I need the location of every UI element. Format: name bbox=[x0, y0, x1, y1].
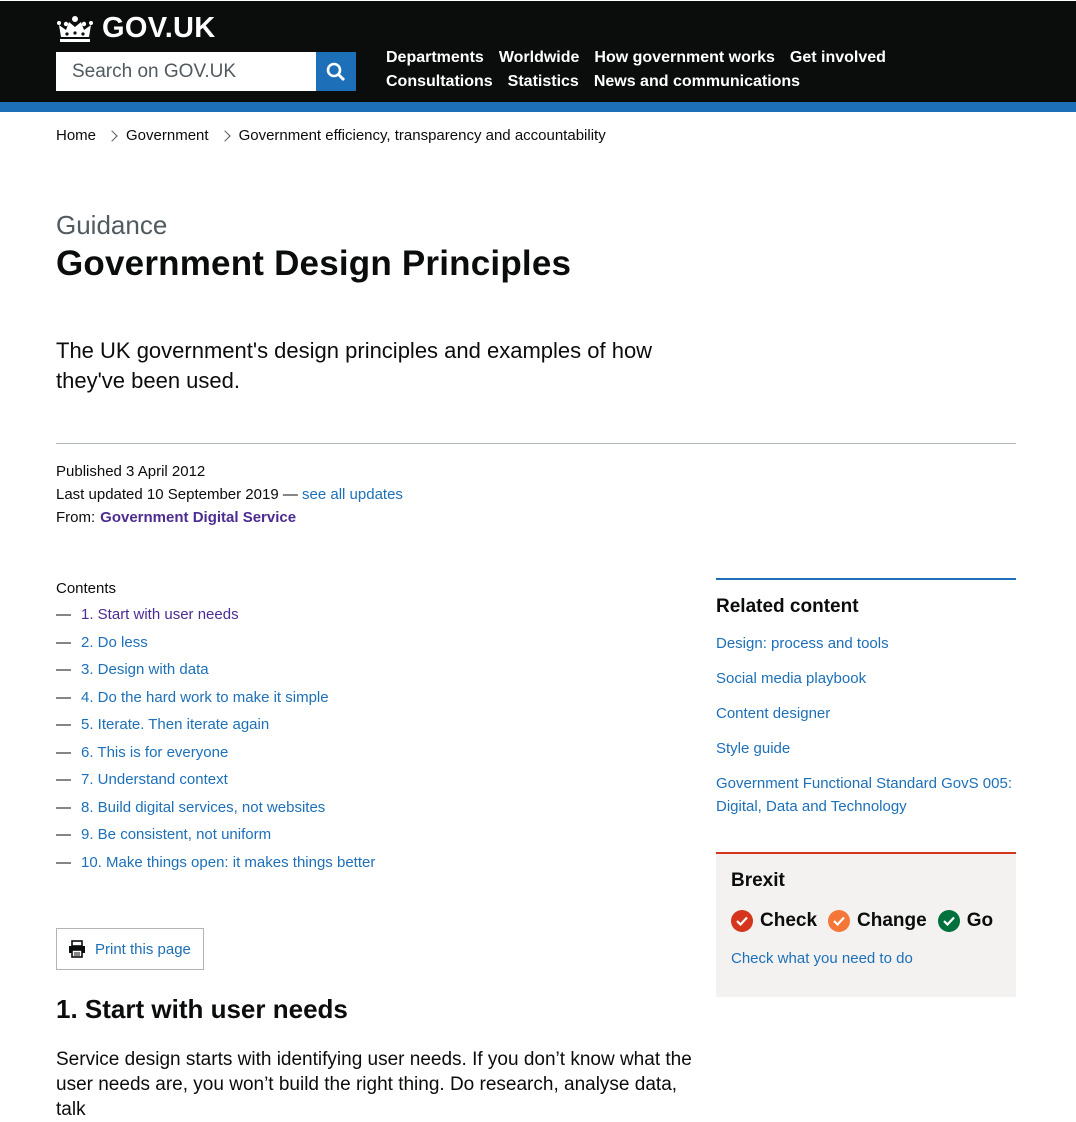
contents-item bbox=[56, 688, 696, 708]
crown-icon bbox=[56, 15, 94, 43]
brexit-steps bbox=[731, 910, 1001, 932]
nav-get-involved[interactable]: Get involved bbox=[789, 49, 886, 66]
from-row bbox=[56, 506, 403, 529]
header-blue-bar bbox=[0, 102, 1076, 112]
contents-item bbox=[56, 605, 696, 625]
section-heading: 1. Start with user needs bbox=[56, 994, 348, 1024]
page-caption: Guidance bbox=[56, 210, 168, 240]
contents-dash: — bbox=[56, 661, 71, 678]
publication-metadata bbox=[56, 460, 403, 529]
breadcrumb bbox=[56, 127, 606, 144]
site-header bbox=[0, 0, 1076, 102]
nav-consultations[interactable]: Consultations bbox=[386, 73, 493, 90]
brexit-step-label: Check bbox=[760, 910, 818, 931]
contents-item bbox=[56, 633, 696, 653]
updated-date: Last updated 10 September 2019 — bbox=[56, 486, 298, 503]
contents-dash: — bbox=[56, 688, 71, 706]
published-date: Published 3 April 2012 bbox=[56, 463, 206, 480]
contents-item bbox=[56, 715, 696, 735]
printer-icon bbox=[68, 940, 86, 958]
related-item bbox=[716, 632, 1016, 655]
breadcrumb-government[interactable]: Government bbox=[126, 127, 209, 144]
contents-link-9[interactable]: 9. Be consistent, not uniform bbox=[81, 826, 272, 843]
contents-link-1[interactable]: 1. Start with user needs bbox=[81, 606, 239, 623]
contents-link-5[interactable]: 5. Iterate. Then iterate again bbox=[81, 716, 270, 733]
related-link-design-process[interactable]: Design: process and tools bbox=[716, 635, 889, 652]
brexit-checker-link[interactable]: Check what you need to do bbox=[731, 950, 913, 967]
contents-link-3[interactable]: 3. Design with data bbox=[81, 661, 209, 678]
nav-statistics[interactable]: Statistics bbox=[507, 73, 579, 90]
related-content bbox=[716, 578, 1016, 830]
related-item bbox=[716, 772, 1016, 818]
section-divider bbox=[56, 443, 1016, 444]
related-link-content-designer[interactable]: Content designer bbox=[716, 705, 831, 722]
tick-circle-icon bbox=[828, 910, 850, 932]
breadcrumb-home[interactable]: Home bbox=[56, 127, 97, 144]
brexit-callout bbox=[716, 852, 1016, 997]
contents-dash: — bbox=[56, 853, 71, 871]
contents-dash: — bbox=[56, 798, 71, 816]
related-item bbox=[716, 667, 1016, 690]
nav-departments[interactable]: Departments bbox=[386, 49, 484, 66]
chevron-right-icon bbox=[106, 130, 117, 141]
tick-circle-icon bbox=[938, 910, 960, 932]
contents-link-2[interactable]: 2. Do less bbox=[81, 633, 148, 651]
brexit-step-check bbox=[731, 910, 817, 932]
contents-link-10[interactable]: 10. Make things open: it makes things better bbox=[81, 853, 376, 871]
related-item bbox=[716, 737, 1016, 760]
brexit-title: Brexit bbox=[731, 870, 785, 891]
contents-link-7[interactable]: 7. Understand context bbox=[81, 771, 228, 788]
tick-circle-icon bbox=[731, 910, 753, 932]
related-link-style-guide[interactable]: Style guide bbox=[716, 740, 791, 757]
related-item bbox=[716, 702, 1016, 725]
section-body: Service design starts with identifying user needs. If you don’t know what the user needs are, you won’t build the right thing. Do research, analyse data, talk bbox=[56, 1049, 692, 1120]
contents-item bbox=[56, 770, 696, 790]
nav-worldwide[interactable]: Worldwide bbox=[498, 49, 580, 66]
organisation-link[interactable]: Government Digital Service bbox=[100, 509, 297, 526]
related-link-social-media[interactable]: Social media playbook bbox=[716, 670, 867, 687]
contents-dash: — bbox=[56, 826, 71, 843]
contents-list bbox=[56, 580, 696, 880]
search-icon bbox=[326, 62, 346, 82]
brexit-step-change bbox=[828, 910, 927, 932]
contents-dash: — bbox=[56, 743, 71, 761]
related-link-functional-standard[interactable]: Government Functional Standard GovS 005: Digital, Data and Technology bbox=[716, 775, 1013, 815]
nav-how-government-works[interactable]: How government works bbox=[594, 49, 775, 66]
contents-link-6[interactable]: 6. This is for everyone bbox=[81, 743, 229, 761]
search-form bbox=[56, 52, 356, 91]
contents-dash: — bbox=[56, 771, 71, 788]
logo-text: GOV.UK bbox=[102, 12, 216, 44]
updated-row bbox=[56, 483, 403, 506]
contents-item bbox=[56, 798, 696, 818]
contents-title: Contents bbox=[56, 580, 117, 597]
page-title: Government Design Principles bbox=[56, 244, 572, 283]
contents-dash: — bbox=[56, 606, 71, 623]
print-label: Print this page bbox=[95, 940, 191, 958]
see-all-updates-link[interactable]: see all updates bbox=[302, 486, 403, 503]
contents-dash: — bbox=[56, 716, 71, 733]
contents-dash: — bbox=[56, 633, 71, 651]
contents-link-8[interactable]: 8. Build digital services, not websites bbox=[81, 798, 326, 816]
search-input[interactable] bbox=[56, 52, 316, 91]
search-button[interactable] bbox=[316, 52, 356, 91]
nav-news-and-communications[interactable]: News and communications bbox=[593, 73, 801, 90]
brexit-step-go bbox=[938, 910, 993, 932]
govuk-logo-link[interactable] bbox=[56, 12, 216, 45]
contents-item bbox=[56, 853, 696, 873]
breadcrumb-efficiency[interactable]: Government efficiency, transparency and accountability bbox=[238, 127, 606, 144]
contents-item bbox=[56, 743, 696, 763]
main-navigation bbox=[386, 46, 946, 93]
contents-link-4[interactable]: 4. Do the hard work to make it simple bbox=[81, 688, 329, 706]
chevron-right-icon bbox=[219, 130, 230, 141]
print-page-button[interactable] bbox=[56, 928, 204, 970]
related-content-title: Related content bbox=[716, 596, 859, 617]
page-lead: The UK government's design principles and examples of how they've been used. bbox=[56, 338, 653, 393]
contents-item bbox=[56, 660, 696, 680]
brexit-step-label: Go bbox=[966, 910, 994, 931]
brexit-step-label: Change bbox=[857, 910, 927, 931]
contents-item bbox=[56, 825, 696, 845]
from-label: From: bbox=[56, 509, 96, 526]
